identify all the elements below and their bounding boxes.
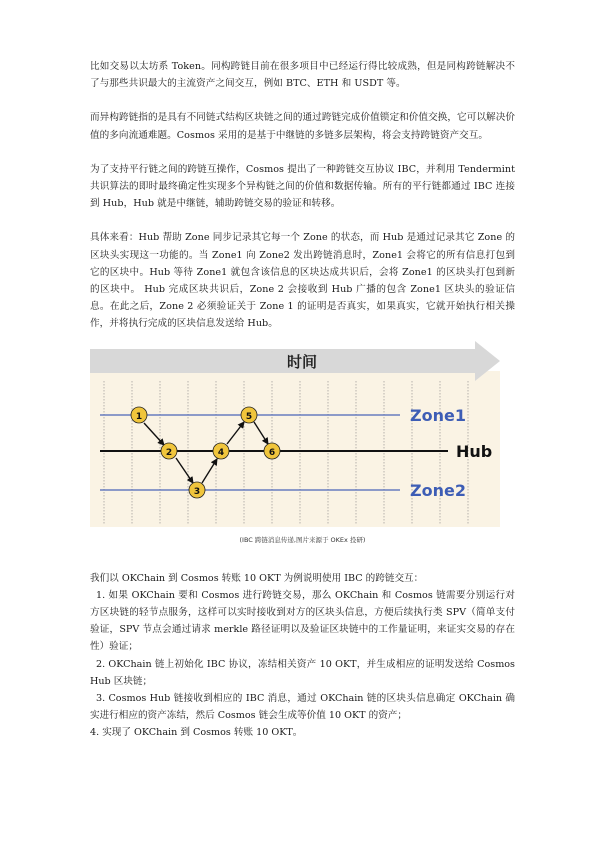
paragraph-4: 具体来看：Hub 帮助 Zone 同步记录其它每一个 Zone 的状态，而 Hub 是通过记录其它 Zone 的区块头实现这一功能的。当 Zone1 向 Zone2 发出跨链消息时，Zone1 会将它的所有信息打包到它的区块中。Hub 等待 Zone1 就包含该信息的区块达成共识后，会将 Zone1 的区块头打包到新的区块中。 Hub 完成区块共识后，Zone 2 会接收到 Hub 广播的包含 Zone1 区块头的验证信息。在此之后，Zone 2 必须验证关于 Zone 1 的证明是否真实，如果真实，它就开始执行相关操作，并将执行完成的区块信息发送给 Hub。 (90, 232, 515, 330)
document-page (90, 58, 515, 742)
step-1 (131, 407, 147, 423)
paragraph-2: 而异构跨链指的是具有不同链式结构区块链之间的通过跨链完成价值锁定和价值交换，它可以解决价值的多向流通难题。Cosmos 采用的是基于中继链的多链多层架构，将会支持跨链资产交互。 (90, 112, 515, 141)
zone2-label: Zone2 (410, 480, 466, 500)
step-1-label: 1 (135, 411, 143, 422)
step-2-label: 2 (165, 447, 173, 458)
diagram-background (90, 371, 500, 527)
list-item-4: 4. 实现了 OKChain 到 Cosmos 转账 10 OKT。 (90, 727, 303, 739)
step-4 (213, 443, 229, 459)
step-6-label: 6 (268, 447, 276, 458)
step-5 (241, 407, 257, 423)
step-5-label: 5 (245, 411, 253, 422)
paragraph-3: 为了支持平行链之间的跨链互操作，Cosmos 提出了一种跨链交互协议 IBC，并利用 Tendermint 共识算法的即时最终确定性实现多个异构链之间的价值和数据传输。所有的平行链都通过 IBC 连接到 Hub，Hub 就是中继链，辅助跨链交易的验证和转移。 (90, 163, 515, 210)
ibc-figure (90, 341, 515, 544)
example-intro: 我们以 OKChain 到 Cosmos 转账 10 OKT 为例说明使用 IBC 的跨链交互： (90, 572, 424, 584)
list-item-3: 3. Cosmos Hub 链接收到相应的 IBC 消息，通过 OKChain 链的区块头信息确定 OKChain 确实进行相应的资产冻结，然后 Cosmos 链会生成等价值 10 OKT 的资产； (90, 693, 515, 722)
paragraph-1: 比如交易以太坊系 Token。同构跨链目前在很多项目中已经运行得比较成熟，但是同构跨链解决不了与那些共识最大的主流资产之间交互，例如 BTC、ETH 和 USDT 等。 (90, 61, 515, 90)
time-label: 时间 (286, 352, 318, 371)
hub-label: Hub (456, 441, 493, 461)
ibc-diagram (90, 341, 515, 527)
step-4-label: 4 (217, 447, 225, 458)
list-item-2: 2. OKChain 链上初始化 IBC 协议，冻结相关资产 10 OKT，并生成相应的证明发送给 Cosmos Hub 区块链； (90, 658, 515, 687)
step-6 (264, 443, 280, 459)
step-3-label: 3 (193, 486, 201, 497)
list-item-1: 1. 如果 OKChain 要和 Cosmos 进行跨链交易，那么 OKChain 和 Cosmos 链需要分别运行对方区块链的轻节点服务，这样可以实时接收到对方的区块头信息，方便后续执行类 SPV（简单支付验证，SPV 节点会通过请求 merkle 路径证明以及验证区块链中的工作量证明，来证实交易的存在性）验证； (90, 589, 515, 653)
step-3 (189, 482, 205, 498)
zone1-label: Zone1 (410, 405, 466, 425)
figure-caption: (IBC 跨链消息传递,图片来源于 OKEx 投研) (239, 535, 366, 544)
step-2 (161, 443, 177, 459)
